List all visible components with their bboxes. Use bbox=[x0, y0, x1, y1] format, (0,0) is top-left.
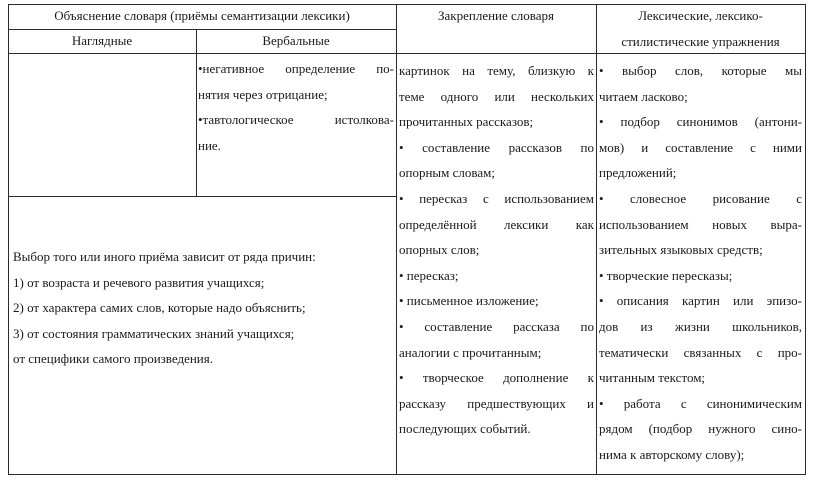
verbal-methods-list bbox=[198, 56, 394, 158]
list-item: • выбор слов, которые мы bbox=[599, 63, 802, 78]
list-item: картинок на тему, близкую к bbox=[399, 63, 594, 78]
col3-header-line2: стилистические упражнения bbox=[621, 34, 780, 49]
list-item: • составление рассказов по bbox=[399, 139, 594, 155]
selection-note bbox=[13, 244, 393, 372]
list-item: последующих событий. bbox=[399, 421, 531, 437]
list-item: рассказу предшествующих и bbox=[399, 395, 594, 411]
exercises-list bbox=[599, 58, 802, 468]
list-item: теме одного или нескольких bbox=[399, 88, 594, 104]
note-last: от специфики самого произведения. bbox=[13, 351, 213, 367]
list-item: определённой лексики как bbox=[399, 216, 594, 232]
col1-header: Объяснение словаря (приёмы семантизации лексики) bbox=[54, 8, 350, 23]
list-item: мов) и составление с ними bbox=[599, 139, 802, 155]
table-bottom-border bbox=[8, 474, 806, 475]
col2-header: Закрепление словаря bbox=[438, 8, 554, 23]
list-item: использованием новых выра- bbox=[599, 216, 802, 232]
list-item: • письменное изложение; bbox=[399, 293, 539, 309]
list-item: зительных языковых средств; bbox=[599, 242, 763, 258]
note-item: 2) от характера самих слов, которые надо объяснить; bbox=[13, 300, 306, 316]
col3-header-line1: Лексические, лексико- bbox=[638, 8, 763, 23]
cell-divider bbox=[8, 196, 396, 197]
note-item: 3) от состояния грамматических знаний учащихся; bbox=[13, 325, 295, 341]
consolidation-list bbox=[399, 58, 594, 442]
list-item: рядом (подбор нужного сино- bbox=[599, 421, 802, 437]
table-top-border bbox=[8, 4, 806, 5]
list-item: •негативное определение по- bbox=[198, 61, 394, 76]
list-item: нима к авторскому слову); bbox=[599, 446, 745, 462]
list-item: •тавтологическое истолкова- bbox=[198, 112, 394, 128]
list-item: предложений; bbox=[599, 165, 677, 181]
visual-subheader: Наглядные bbox=[71, 33, 133, 48]
table-right-border bbox=[805, 4, 806, 475]
header-bottom-border bbox=[8, 53, 806, 54]
list-item: читаем ласково; bbox=[599, 88, 688, 104]
list-item: • творческие пересказы; bbox=[599, 267, 733, 283]
list-item: • описания картин или эпизо- bbox=[599, 293, 802, 309]
header-sub-divider bbox=[8, 29, 396, 30]
col1-col2-divider bbox=[396, 4, 397, 475]
note-intro: Выбор того или иного приёма зависит от ряда причин: bbox=[13, 249, 316, 264]
list-item: опорных слов; bbox=[399, 242, 480, 258]
list-item: аналогии с прочитанным; bbox=[399, 344, 542, 360]
list-item: • составление рассказа по bbox=[399, 318, 594, 334]
list-item: ние. bbox=[198, 137, 221, 153]
list-item: • работа с синонимическим bbox=[599, 395, 802, 411]
list-item: • пересказ с использованием bbox=[399, 190, 594, 206]
list-item: • словесное рисование с bbox=[599, 190, 802, 206]
list-item: дов из жизни школьников, bbox=[599, 318, 802, 334]
list-item: • подбор синонимов (антони- bbox=[599, 114, 802, 130]
list-item: читанным текстом; bbox=[599, 370, 706, 386]
table-left-border bbox=[8, 4, 9, 475]
list-item: • творческое дополнение к bbox=[399, 370, 594, 386]
list-item: • пересказ; bbox=[399, 267, 459, 283]
verbal-subheader: Вербальные bbox=[262, 33, 330, 48]
visual-verbal-divider bbox=[196, 29, 197, 197]
note-item: 1) от возраста и речевого развития учащихся; bbox=[13, 274, 265, 290]
col2-col3-divider bbox=[596, 4, 597, 475]
list-item: прочитанных рассказов; bbox=[399, 114, 534, 130]
list-item: нятия через отрицание; bbox=[198, 86, 328, 102]
list-item: опорным словам; bbox=[399, 165, 495, 181]
list-item: тематически связанных с про- bbox=[599, 344, 802, 360]
